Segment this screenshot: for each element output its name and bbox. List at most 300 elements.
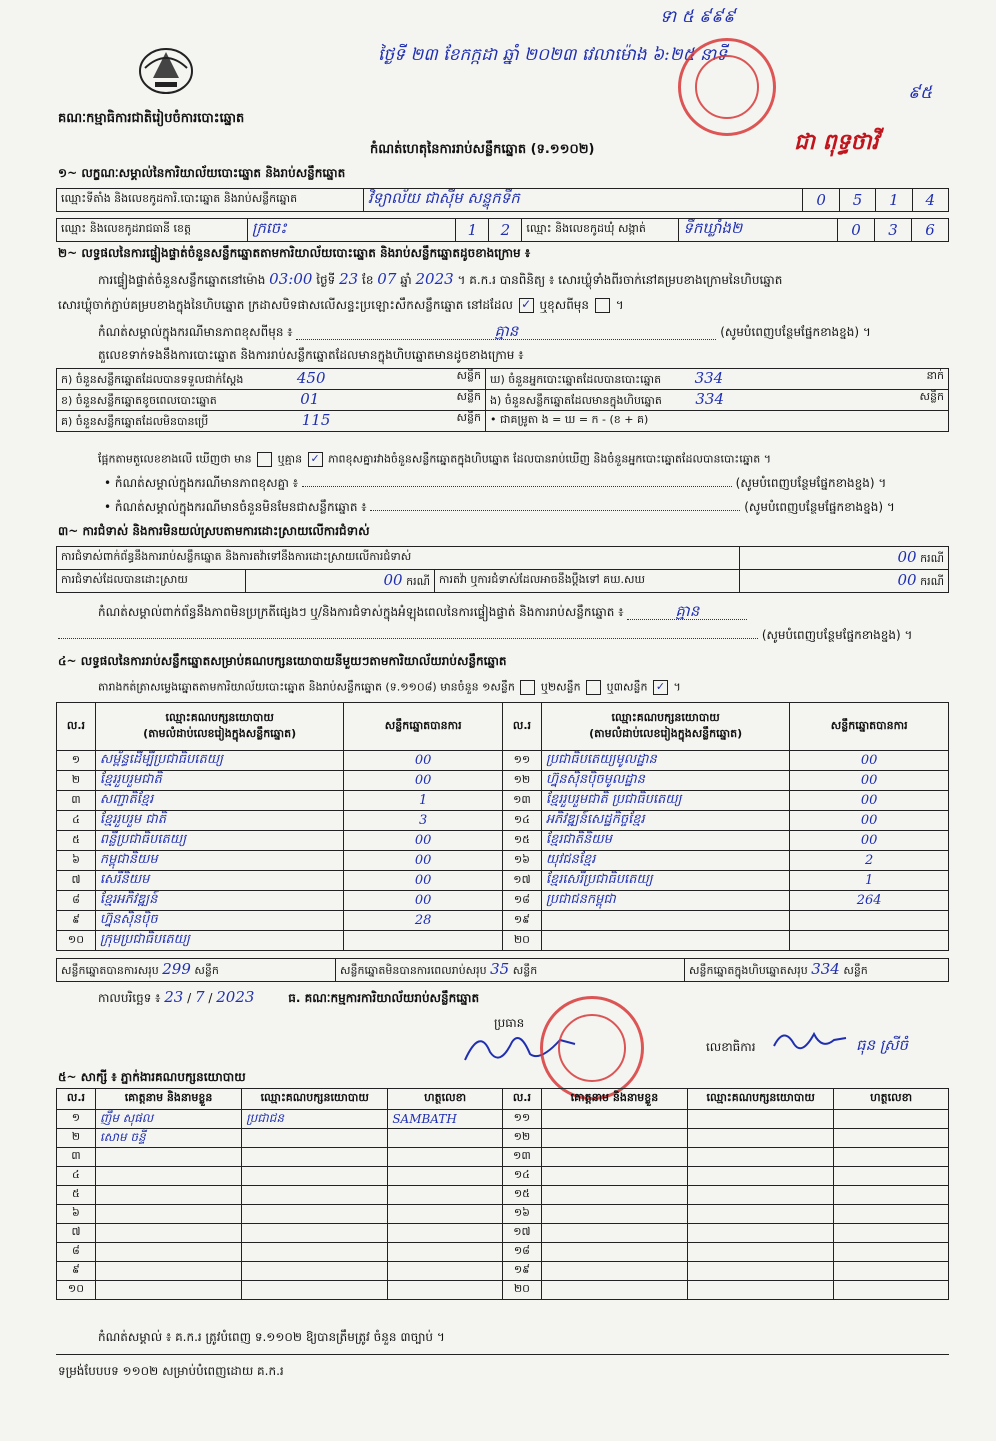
chair-label: ប្រធាន (494, 1016, 525, 1030)
result-no: ១ (57, 751, 96, 771)
ka-row (57, 369, 486, 390)
s3-row2-cell (246, 570, 435, 593)
result-votes: 00 (790, 811, 949, 831)
s1-row2-label2: ឈ្មោះ និងលេខកូដឃុំ សង្កាត់ (522, 219, 679, 242)
footer-divider (56, 1354, 949, 1355)
results-row (57, 771, 949, 791)
section1-heading: ១~ លក្ខណៈសម្គាល់នៃការិយាល័យបោះឆ្នោត និងរាប់សន្លឹកឆ្នោត (58, 166, 346, 180)
kha-row (57, 390, 486, 411)
section5-heading: ៥~ សាក្សី ៖ ភ្នាក់ងារគណបក្សនយោបាយ (58, 1070, 246, 1084)
secretary-signature (770, 1020, 850, 1060)
result-party: ខ្មែរសេរីប្រជាធិបតេយ្យ (541, 871, 789, 891)
witness-no: ១៦ (502, 1205, 541, 1224)
s5-col-no-left: ល.រ (57, 1089, 96, 1110)
total-invalid-cell (336, 959, 685, 982)
witness-signature (834, 1224, 949, 1243)
result-no: ១៦ (502, 851, 541, 871)
witness-name (541, 1129, 687, 1148)
witness-no: ១៥ (502, 1186, 541, 1205)
result-no: ៦ (57, 851, 96, 871)
footer-text: ទម្រង់បែបបទ ១១០២ សម្រាប់បំពេញដោយ គ.ក.រ (58, 1364, 284, 1378)
s4-col-votes-left: សន្លឹកឆ្នោតបានការ (344, 703, 503, 751)
witness-signature (388, 1167, 503, 1186)
s5-col-party-left: ឈ្មោះគណបក្សនយោបាយ (242, 1089, 388, 1110)
witness-row (57, 1224, 949, 1243)
witness-signature (388, 1186, 503, 1205)
result-party: អភិវឌ្ឍន៍សេដ្ឋកិច្ចខ្មែរ (541, 811, 789, 831)
section3-heading: ៣~ ការជំទាស់ និងការមិនយល់ស្របតាមការដោះស្រាយលើការជំទាស់ (58, 524, 370, 538)
s2-bullet1 (104, 476, 886, 490)
s1-row2-value2: ទឹកឃ្លាំង២ (679, 219, 838, 242)
s3-row2-value2: 00 (897, 571, 917, 589)
nga-value: 334 (695, 390, 725, 408)
results-row (57, 931, 949, 951)
changed-checkbox[interactable] (595, 298, 610, 313)
witness-row (57, 1167, 949, 1186)
count-year: 2023 (415, 270, 454, 288)
witness-name (95, 1262, 241, 1281)
total-box-label: សន្លឹកឆ្នោតក្នុងហិបឆ្នោតសរុប (689, 964, 808, 977)
witness-name (541, 1148, 687, 1167)
witness-row (57, 1205, 949, 1224)
s5-witness-table (56, 1088, 949, 1300)
results-row (57, 811, 949, 831)
s3-row1-cell (740, 547, 949, 570)
s5-col-sign-right: ហត្ថលេខា (834, 1089, 949, 1110)
count-month: 07 (377, 270, 397, 288)
total-invalid-value: 35 (490, 960, 510, 978)
witness-party (242, 1281, 388, 1300)
one-sheet-checkbox[interactable] (520, 680, 535, 695)
result-no: ១៣ (502, 791, 541, 811)
results-row (57, 751, 949, 771)
witness-party (688, 1110, 834, 1129)
section1-table (56, 188, 949, 212)
official-stamp-top (678, 38, 776, 136)
result-votes: 00 (344, 851, 503, 871)
same-checkbox[interactable]: ✓ (519, 298, 534, 313)
witness-no: ១ (57, 1110, 96, 1129)
result-no: ១៩ (502, 911, 541, 931)
witness-signature (834, 1243, 949, 1262)
s4-col-no-right: ល.រ (502, 703, 541, 751)
s3-row2-cell2 (740, 570, 949, 593)
witness-signature (834, 1167, 949, 1186)
official-stamp-committee (540, 996, 644, 1100)
s2-line1-b: ថ្ងៃទី (316, 273, 336, 287)
results-row (57, 911, 949, 931)
result-party: ពន្លឺប្រជាធិបតេយ្យ (95, 831, 343, 851)
total-valid-value: 299 (162, 960, 191, 978)
s4-col-party-right-title: ឈ្មោះគណបក្សនយោបាយ (611, 710, 720, 724)
witness-party (688, 1224, 834, 1243)
secretary-label: លេខាធិការ (706, 1040, 756, 1054)
result-no: ២ (57, 771, 96, 791)
result-no: ២០ (502, 931, 541, 951)
result-party: កម្ពុជានិយម (95, 851, 343, 871)
results-row (57, 851, 949, 871)
date-month: 7 (195, 988, 205, 1006)
result-no: ១៨ (502, 891, 541, 911)
result-votes (344, 931, 503, 951)
s1-row1-value: វិទ្យាល័យ ជាស៊ីម សន្ទុកទឹក (363, 189, 803, 212)
result-no: ៨ (57, 891, 96, 911)
witness-party (688, 1205, 834, 1224)
witness-no: ១១ (502, 1110, 541, 1129)
three-sheets-checkbox[interactable]: ✓ (653, 680, 668, 695)
result-party: ខ្មែររួបរួមជាតិ (95, 771, 343, 791)
witness-signature (834, 1262, 949, 1281)
s2-check-line (98, 452, 771, 467)
result-party: ខ្មែររួបរួមជាតិ ប្រជាធិបតេយ្យ (541, 791, 789, 811)
witness-party (242, 1205, 388, 1224)
s2-note-value: គ្មាន (494, 322, 519, 340)
s4-intro-c: ឬ៣សន្លឹក (606, 680, 648, 694)
witness-row (57, 1129, 949, 1148)
witness-name: ញឹម សុផល (95, 1110, 241, 1129)
result-votes: 00 (790, 751, 949, 771)
s4-date-line: កាលបរិច្ឆេទ ៖ 23 / 7 / 2023 ធ. គណៈកម្មការការិយាល័យរាប់សន្លឹកឆ្នោត (98, 988, 480, 1006)
witness-no: ២០ (502, 1281, 541, 1300)
result-votes: 00 (790, 771, 949, 791)
result-votes: 1 (344, 791, 503, 811)
witness-name (95, 1148, 241, 1167)
witness-no: ៥ (57, 1186, 96, 1205)
witness-no: ៧ (57, 1224, 96, 1243)
witness-row (57, 1243, 949, 1262)
result-votes: 2 (790, 851, 949, 871)
bullet1-hint: (សូមបំពេញបន្ថែមផ្នែកខាងខ្នង) ។ (735, 476, 887, 490)
s3-row1-label: ការជំទាស់ពាក់ព័ន្ធនឹងការរាប់សន្លឹកឆ្នោត និងការតវ៉ាទៅនឹងការដោះស្រាយលើការជំទាស់ (57, 547, 740, 570)
witness-no: ១៨ (502, 1243, 541, 1262)
total-valid-unit: សន្លឹក (194, 964, 219, 977)
ko-value: 115 (301, 411, 331, 429)
s3-row1-value: 00 (897, 548, 917, 566)
witness-name (541, 1262, 687, 1281)
kha-label: ខ) ចំនួនសន្លឹកឆ្នោតខូចពេលបោះឆ្នោត (61, 394, 217, 407)
witness-party (242, 1167, 388, 1186)
result-no: ១៧ (502, 871, 541, 891)
kha-unit: សន្លឹក (456, 390, 481, 403)
gha-row (486, 369, 949, 390)
result-party: ប្រជាជនកម្ពុជា (541, 891, 789, 911)
result-party (541, 931, 789, 951)
has-difference-checkbox[interactable] (257, 452, 272, 467)
witness-party (242, 1186, 388, 1205)
s2-line1-e: ។ គ.ក.រ បានពិនិត្យ ៖ សោរ​ឃ្លុំទាំងពីរចាក់នៅគម្របខាងក្រោមនៃហិបឆ្នោត (457, 273, 783, 287)
s1-row2-value: ក្រចេះ (247, 219, 456, 242)
section1-table-row2 (56, 218, 949, 242)
witness-name (95, 1167, 241, 1186)
s3-table (56, 546, 949, 593)
ka-unit: សន្លឹក (456, 369, 481, 382)
results-row (57, 831, 949, 851)
result-no: ៩ (57, 911, 96, 931)
gha-value: 334 (694, 369, 724, 387)
s4-col-party-left (95, 703, 343, 751)
committee-label: ធ. គណៈកម្មការការិយាល័យរាប់សន្លឹកឆ្នោត (288, 991, 480, 1005)
s5-col-party-right: ឈ្មោះគណបក្សនយោបាយ (688, 1089, 834, 1110)
witness-no: ១០ (57, 1281, 96, 1300)
witness-signature (388, 1224, 503, 1243)
gha-label: ឃ) ចំនួនអ្នកបោះឆ្នោតដែលបានបោះឆ្នោត (490, 373, 662, 386)
result-votes (790, 911, 949, 931)
witness-party (688, 1167, 834, 1186)
s1-row2-code-0: 1 (456, 219, 489, 242)
count-day: 23 (339, 270, 359, 288)
result-votes: 3 (344, 811, 503, 831)
result-party: ហ្វ៊ុនស៊ិនប៉ិច (95, 911, 343, 931)
witness-no: ៩ (57, 1262, 96, 1281)
form-title: កំណត់ហេតុនៃការរាប់សន្លឹកឆ្នោត (ទ.១១០២) (370, 142, 595, 157)
s1-row1-code-2: 1 (876, 189, 912, 212)
s4-col-votes-right: សន្លឹកឆ្នោតបានការ (790, 703, 949, 751)
result-votes: 00 (790, 831, 949, 851)
result-party: សេរីនិយម (95, 871, 343, 891)
ko-label: គ) ចំនួនសន្លឹកឆ្នោតដែលមិនបានប្រើ (61, 415, 209, 428)
no-difference-checkbox[interactable]: ✓ (308, 452, 323, 467)
witness-name (541, 1110, 687, 1129)
org-name: គណៈកម្មាធិការជាតិរៀបចំការបោះឆ្នោត (58, 111, 245, 126)
result-votes: 00 (344, 831, 503, 851)
count-time: 03:00 (269, 270, 313, 288)
result-votes: 00 (344, 871, 503, 891)
witness-signature: SAMBATH (388, 1110, 503, 1129)
s2-counts-intro: តួលេខទាក់ទងនឹងការបោះឆ្នោត និងការរាប់សន្លឹកឆ្នោតដែលមានក្នុងហិបឆ្នោតមានដូចខាងក្រោម ៖ (98, 348, 524, 362)
section4-heading: ៤~ លទ្ធផលនៃការរាប់សន្លឹកឆ្នោតសម្រាប់គណបក្សនយោបាយនីមួយៗតាមការិយាល័យរាប់សន្លឹកឆ្នោត (58, 654, 507, 668)
witness-no: ១៩ (502, 1262, 541, 1281)
witness-name (95, 1186, 241, 1205)
result-votes: 28 (344, 911, 503, 931)
bullet2-label: • កំណត់សម្គាល់ក្នុងករណីមានចំនួនមិនមែនជាសន្លឹកឆ្នោត ៖ (104, 500, 367, 514)
witness-party (688, 1262, 834, 1281)
total-box-value: 334 (811, 960, 840, 978)
results-row (57, 871, 949, 891)
section2-heading: ២~ លទ្ធផលនៃការផ្ទៀងផ្ទាត់ចំនួនសន្លឹកឆ្នោតតាមការិយាល័យបោះឆ្នោត និងរាប់សន្លឹកឆ្នោតដូចខាងក្រោម ៖ (58, 246, 531, 260)
handwritten-officer-name: ជា ពុទ្ធថាវី (794, 129, 879, 155)
witness-name (95, 1243, 241, 1262)
result-party (541, 911, 789, 931)
total-valid-label: សន្លឹកឆ្នោតបានការសរុប (61, 964, 159, 977)
witness-signature (388, 1205, 503, 1224)
result-votes: 00 (344, 891, 503, 911)
s4-col-no-left: ល.រ (57, 703, 96, 751)
gha-unit: នាក់ (926, 369, 944, 382)
s5-footnote: កំណត់សម្គាល់ ៖ គ.ក.រ ត្រូវបំពេញ ទ.១១០២ ឱ្យបានត្រឹមត្រូវ ចំនួន ៣ច្បាប់ ។ (98, 1330, 445, 1344)
witness-name (541, 1224, 687, 1243)
witness-no: ១៣ (502, 1148, 541, 1167)
ka-label: ក) ចំនួនសន្លឹកឆ្នោតដែលបានទទួលជាក់ស្តែង (61, 373, 244, 386)
witness-party (688, 1148, 834, 1167)
handwritten-top-number: ទា ៥ ៩៩៩ (660, 7, 736, 27)
witness-party (242, 1224, 388, 1243)
witness-name (95, 1281, 241, 1300)
s2-line1-a: ការផ្ទៀងផ្ទាត់ចំនួនសន្លឹកឆ្នោតនៅម៉ោង (98, 273, 266, 287)
witness-party (242, 1262, 388, 1281)
s3-row1-unit: ករណី (920, 552, 944, 565)
witness-no: ១២ (502, 1129, 541, 1148)
witness-signature (388, 1148, 503, 1167)
result-no: ៤ (57, 811, 96, 831)
s3-fill-hint: (សូមបំពេញបន្ថែមផ្នែកខាងខ្នង) ។ (761, 628, 913, 642)
nga-unit: សន្លឹក (919, 390, 944, 403)
date-year: 2023 (216, 988, 255, 1006)
date-label: កាលបរិច្ឆេទ ៖ (98, 991, 161, 1005)
witness-party (688, 1243, 834, 1262)
s3-note-label: កំណត់សម្គាល់ពាក់ព័ន្ធនឹងភាពមិនប្រក្រតីផ្សេងៗ ឬ/និងការជំទាស់ក្នុងអំឡុងពេលនៃការផ្ទៀងផ្ទាត់ និងការរាប់សន្លឹកឆ្នោត ៖ (98, 605, 624, 619)
s4-totals-table (56, 958, 949, 982)
s5-col-sign-left: ហត្ថលេខា (388, 1089, 503, 1110)
witness-signature (388, 1243, 503, 1262)
s5-col-no-right: ល.រ (502, 1089, 541, 1110)
result-votes: 00 (344, 751, 503, 771)
check-line-b: ឬគ្មាន (277, 452, 303, 466)
witness-row (57, 1148, 949, 1167)
witness-party (242, 1148, 388, 1167)
ko-row (57, 411, 486, 432)
s1-row1-label: ឈ្មោះទីតាំង និងលេខកូដការិ.បោះឆ្នោត និងរាប់សន្លឹកឆ្នោត (57, 189, 364, 212)
s2-bullet2 (104, 500, 895, 514)
s2-fill-hint: (សូមបំពេញបន្ថែមផ្នែកខាងខ្នង) ។ (720, 325, 871, 339)
s1-row1-code-0: 0 (803, 189, 839, 212)
witness-no: ១៤ (502, 1167, 541, 1186)
result-party: ហ្វ៊ុនស៊ិនប៉ិចមូលដ្ឋាន (541, 771, 789, 791)
s2-line2-b: ឬខុសពីមុន (539, 298, 590, 312)
s1-row1-code-1: 5 (839, 189, 875, 212)
witness-name (95, 1224, 241, 1243)
result-votes (790, 931, 949, 951)
witness-no: ២ (57, 1129, 96, 1148)
s2-line1 (98, 272, 782, 287)
s3-row2-label: ការជំទាស់ដែលបានដោះស្រាយ (57, 570, 246, 593)
bullet2-hint: (សូមបំពេញបន្ថែមផ្នែកខាងខ្នង) ។ (744, 500, 895, 514)
witness-name (541, 1167, 687, 1186)
check-line-a: ផ្អែកតាមតួលេខខាងលើ ឃើញថា មាន (98, 452, 252, 466)
witness-row (57, 1262, 949, 1281)
result-party: សម្ព័ន្ធដើម្បីប្រជាធិបតេយ្យ (95, 751, 343, 771)
witness-party (688, 1186, 834, 1205)
s1-row2-code2-0: 0 (838, 219, 875, 242)
s1-row2-code-1: 2 (489, 219, 522, 242)
s1-row2-code2-2: 6 (911, 219, 948, 242)
nec-logo-icon (135, 38, 197, 100)
s3-row2-label2: ការតវ៉ា ឬការជំទាស់ដែលអាចនឹងប្តឹងទៅ គឃ.សឃ (435, 570, 740, 593)
s4-intro-a: តារាងកត់ត្រាសម្លេងឆ្នោតតាមការិយាល័យបោះឆ្នោត និងរាប់សន្លឹកឆ្នោត (ទ.១១០៨) មានចំនួន ១សន្លឹក (98, 680, 515, 694)
result-votes: 00 (344, 771, 503, 791)
result-no: ៧ (57, 871, 96, 891)
s1-row2-label: ឈ្មោះ និងលេខកូដរាជធានី ខេត្ត (57, 219, 248, 242)
witness-name (541, 1243, 687, 1262)
witness-signature (388, 1129, 503, 1148)
result-party: ប្រជាធិបតេយ្យមូលដ្ឋាន (541, 751, 789, 771)
s5-col-name-left: គោត្តនាម និងនាមខ្លួន (95, 1089, 241, 1110)
result-no: ១២ (502, 771, 541, 791)
result-party: ខ្មែររួបរួម ជាតិ (95, 811, 343, 831)
witness-no: ៨ (57, 1243, 96, 1262)
witness-party (688, 1281, 834, 1300)
witness-no: ១៧ (502, 1224, 541, 1243)
s2-line2: សោរ​ឃ្លុំចាក់ភ្ជាប់គម្របខាងក្នុងនៃហិបឆ្នោត ក្រដាសបិទផាសលើសន្ទះប្រឡោះសឹកសន្លឹកឆ្នោត នៅដដែល ✓ ឬខុសពីមុន ។ (58, 297, 624, 312)
witness-signature (834, 1148, 949, 1167)
s2-line1-d: ឆ្នាំ (400, 273, 412, 287)
formula: • ជាគម្រូតា ង = ឃ = ក - (ខ + គ) (486, 411, 949, 432)
s2-line2-text: សោរ​ឃ្លុំចាក់ភ្ជាប់គម្របខាងក្នុងនៃហិបឆ្នោត ក្រដាសបិទផាសលើសន្ទះប្រឡោះសឹកសន្លឹកឆ្នោត នៅដដែល (58, 298, 513, 312)
result-no: ៣ (57, 791, 96, 811)
result-party: ក្រុមប្រជាធិបតេយ្យ (95, 931, 343, 951)
result-party: យុវជនខ្មែរ (541, 851, 789, 871)
witness-no: ៣ (57, 1148, 96, 1167)
result-no: ១៥ (502, 831, 541, 851)
s4-col-party-right-sub: (តាមលំដាប់លេខរៀងក្នុងសន្លឹកឆ្នោត) (589, 726, 743, 740)
date-day: 23 (164, 988, 184, 1006)
witness-name (541, 1186, 687, 1205)
results-row (57, 791, 949, 811)
ko-unit: សន្លឹក (456, 411, 481, 424)
total-box-cell (685, 959, 949, 982)
witness-signature (834, 1281, 949, 1300)
witness-no: ៤ (57, 1167, 96, 1186)
witness-signature (388, 1262, 503, 1281)
total-invalid-unit: សន្លឹក (512, 964, 538, 977)
result-party: ខ្មែរអភិវឌ្ឍន៍ (95, 891, 343, 911)
witness-row (57, 1281, 949, 1300)
witness-signature (834, 1186, 949, 1205)
s3-row2-unit2: ករណី (920, 575, 944, 588)
result-votes: 264 (790, 891, 949, 911)
s4-intro-b: ឬ២សន្លឹក (540, 680, 581, 694)
nga-label: ង) ចំនួនសន្លឹកឆ្នោតដែលមានក្នុងហិបឆ្នោត (490, 394, 662, 407)
s1-row1-code-3: 4 (912, 189, 948, 212)
kha-value: 01 (300, 390, 320, 408)
s4-results-table (56, 702, 949, 951)
results-row (57, 891, 949, 911)
total-valid-cell (57, 959, 336, 982)
witness-party (242, 1129, 388, 1148)
bullet1-label: • កំណត់សម្គាល់ក្នុងករណីមានភាពខុសគ្នា ៖ (104, 476, 299, 490)
s4-col-party-left-sub: (តាមលំដាប់លេខរៀងក្នុងសន្លឹកឆ្នោត) (143, 726, 297, 740)
witness-name (541, 1205, 687, 1224)
s4-col-party-right (541, 703, 789, 751)
s3-row2-unit: ករណី (406, 575, 430, 588)
total-box-unit: សន្លឹក (843, 964, 868, 977)
check-line-c: ភាពខុសគ្នារវាងចំនួនសន្លឹកឆ្នោតក្នុងហិបឆ្នោត ដែលបានរាប់ឃើញ និងចំនួនអ្នកបោះឆ្នោតដែលបានបោះឆ្នោត ។ (328, 452, 771, 466)
result-no: ១៤ (502, 811, 541, 831)
s2-note (98, 324, 871, 340)
s5-col-name-right: គោត្តនាម និងនាមខ្លួន (541, 1089, 687, 1110)
s1-row2-code2-1: 3 (875, 219, 912, 242)
two-sheets-checkbox[interactable] (586, 680, 601, 695)
secretary-name: ធុន ស្រីចំ (856, 1036, 909, 1054)
witness-no: ៦ (57, 1205, 96, 1224)
result-no: ៥ (57, 831, 96, 851)
witness-signature (834, 1205, 949, 1224)
witness-signature (834, 1129, 949, 1148)
witness-name (541, 1281, 687, 1300)
s3-note-line2 (58, 628, 912, 642)
result-votes: 1 (790, 871, 949, 891)
ka-value: 450 (296, 369, 326, 387)
result-no: ១១ (502, 751, 541, 771)
total-invalid-label: សន្លឹកឆ្នោតមិនបានការពេលរាប់សរុប (340, 964, 487, 977)
witness-party: ប្រជាជន (242, 1110, 388, 1129)
result-party: ខ្មែរជាតិនិយម (541, 831, 789, 851)
s3-row2-value: 00 (383, 571, 403, 589)
nga-row (486, 390, 949, 411)
handwritten-top-small: ៩៥ (908, 83, 933, 103)
witness-party (688, 1129, 834, 1148)
s2-counts-table (56, 368, 949, 432)
witness-signature (388, 1281, 503, 1300)
